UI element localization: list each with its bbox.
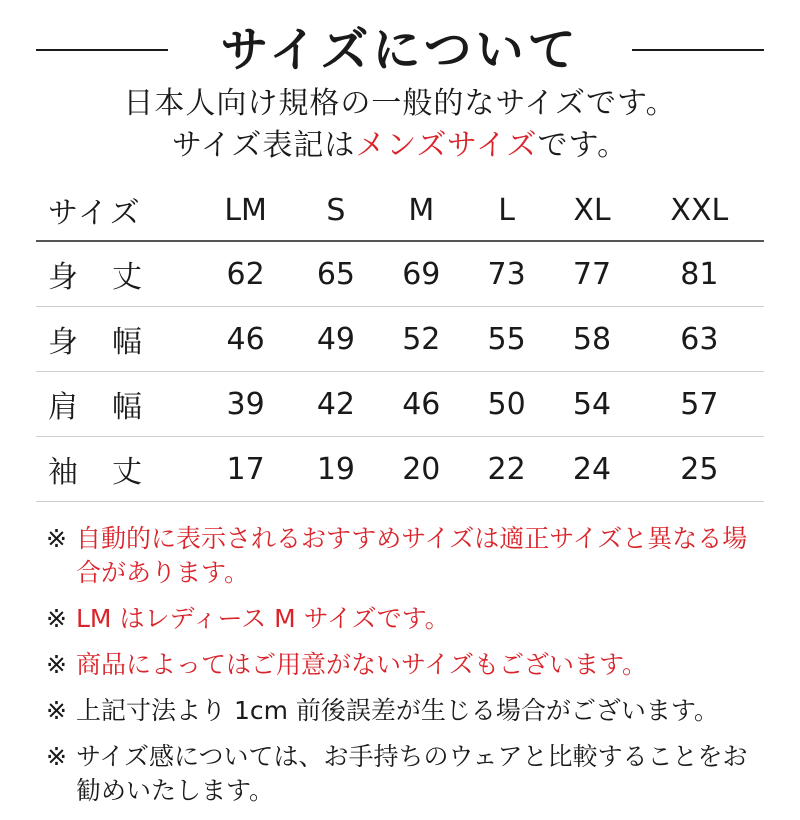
table-cell: 19	[293, 437, 378, 502]
table-cell: 65	[293, 241, 378, 307]
size-corner-label: サイズ	[36, 180, 198, 241]
table-cell: 22	[464, 437, 549, 502]
subtitle-line-2	[0, 126, 800, 166]
note-mark: ※	[46, 524, 67, 553]
column-header-s: S	[293, 180, 378, 241]
note-text: 上記寸法より 1cm 前後誤差が生じる場合がございます。	[76, 696, 719, 725]
table-row	[36, 372, 764, 437]
column-header-l: L	[464, 180, 549, 241]
table-row	[36, 307, 764, 372]
row-label: 肩 幅	[36, 372, 198, 437]
table-cell: 50	[464, 372, 549, 437]
title-row	[0, 18, 800, 82]
table-cell: 57	[635, 372, 764, 437]
table-cell: 17	[198, 437, 293, 502]
table-cell: 73	[464, 241, 549, 307]
title-divider-right	[632, 49, 764, 51]
title-divider-left	[36, 49, 168, 51]
table-cell: 20	[379, 437, 464, 502]
table-row	[36, 437, 764, 502]
subtitle-line-2-before: サイズ表記は	[171, 128, 356, 163]
table-cell: 49	[293, 307, 378, 372]
note-text: サイズ感については、お手持ちのウェアと比較することをお勧めいたします。	[76, 742, 748, 805]
note-mark: ※	[46, 604, 67, 633]
note-text: 商品によってはご用意がないサイズもございます。	[76, 650, 648, 679]
subtitle-line-2-after: です。	[537, 128, 629, 163]
table-cell: 24	[549, 437, 634, 502]
row-label: 袖 丈	[36, 437, 198, 502]
table-cell: 77	[549, 241, 634, 307]
table-cell: 25	[635, 437, 764, 502]
size-header-row	[36, 180, 764, 241]
column-header-xl: XL	[549, 180, 634, 241]
table-cell: 39	[198, 372, 293, 437]
subtitle-line-1: 日本人向け規格の一般的なサイズです。	[123, 86, 677, 121]
note-item	[46, 694, 766, 728]
table-cell: 62	[198, 241, 293, 307]
note-item	[46, 740, 766, 808]
note-text: LM はレディース M サイズです。	[76, 604, 450, 633]
table-cell: 46	[379, 372, 464, 437]
row-label: 身 幅	[36, 307, 198, 372]
table-cell: 58	[549, 307, 634, 372]
page-title: サイズについて	[220, 22, 580, 78]
table-cell: 55	[464, 307, 549, 372]
table-cell: 63	[635, 307, 764, 372]
table-cell: 81	[635, 241, 764, 307]
size-table	[36, 180, 764, 502]
table-row	[36, 241, 764, 307]
column-header-lm: LM	[198, 180, 293, 241]
note-mark: ※	[46, 696, 67, 725]
note-item	[46, 522, 766, 590]
table-cell: 54	[549, 372, 634, 437]
table-cell: 52	[379, 307, 464, 372]
table-cell: 46	[198, 307, 293, 372]
mens-size-highlight: メンズサイズ	[355, 128, 538, 163]
table-cell: 69	[379, 241, 464, 307]
row-label: 身 丈	[36, 241, 198, 307]
note-mark: ※	[46, 742, 67, 771]
note-item	[46, 648, 766, 682]
column-header-m: M	[379, 180, 464, 241]
note-text: 自動的に表示されるおすすめサイズは適正サイズと異なる場合があります。	[76, 524, 748, 587]
notes-list	[46, 522, 766, 820]
note-item	[46, 602, 766, 636]
table-cell: 42	[293, 372, 378, 437]
column-header-xxl: XXL	[635, 180, 764, 241]
note-mark: ※	[46, 650, 67, 679]
